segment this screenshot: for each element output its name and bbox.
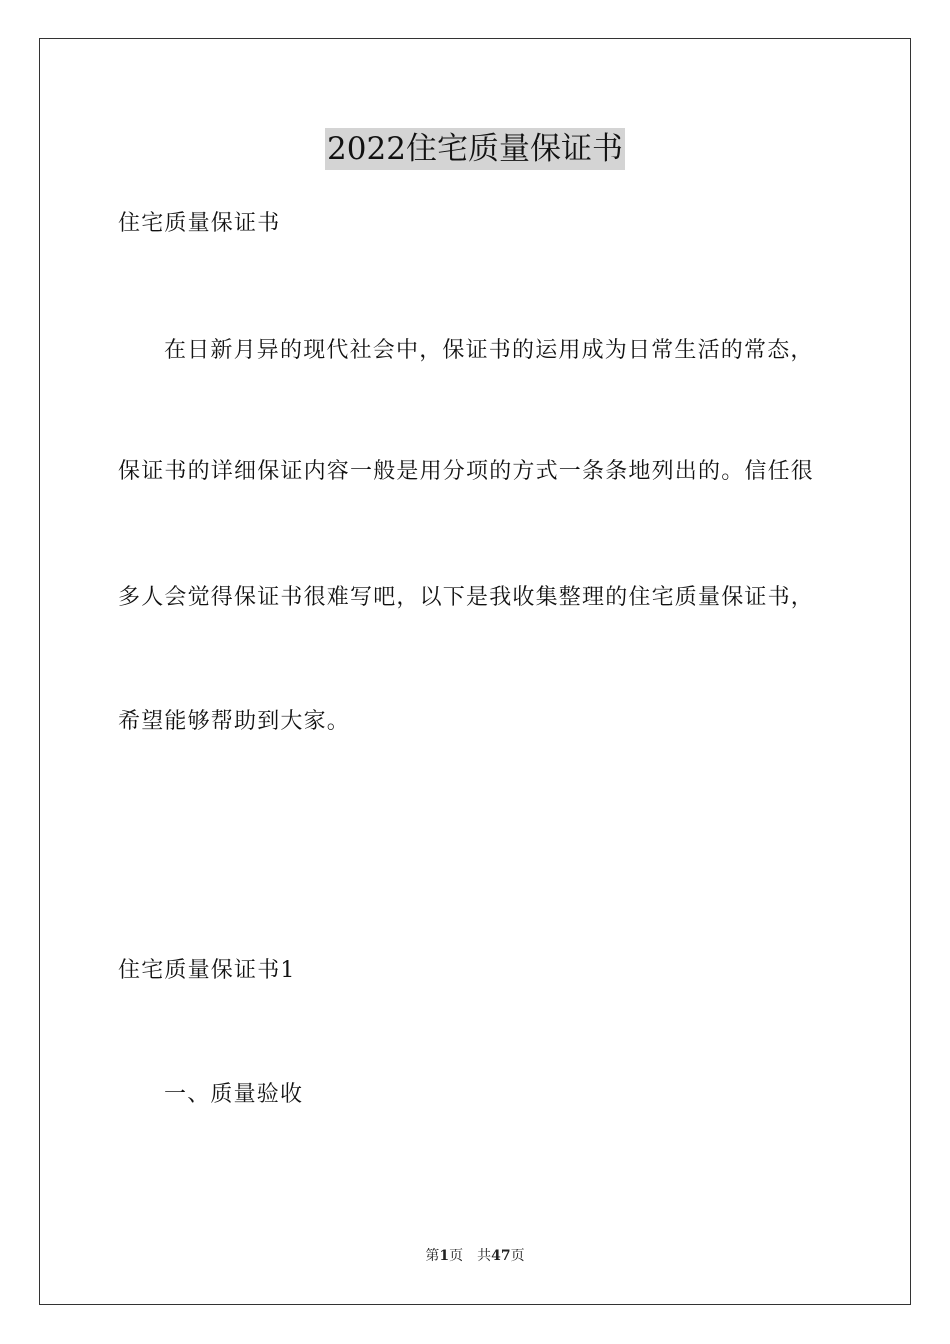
footer-total-suffix: 页 [510,1248,525,1264]
intro-line-1: 在日新月异的现代社会中，保证书的运用成为日常生活的常态， [164,338,814,363]
footer-total-pages: 47 [491,1248,511,1264]
section-item: 一、质量验收 [164,1082,304,1107]
intro-line-2: 保证书的详细保证内容一般是用分项的方式一条条地列出的。信任很 [118,459,815,484]
footer-page-number: 1 [439,1248,450,1264]
footer-total-prefix: 共 [477,1248,492,1264]
intro-line-3: 多人会觉得保证书很难写吧，以下是我收集整理的住宅质量保证书， [118,585,815,610]
document-title: 2022住宅质量保证书 [325,128,625,170]
footer-page-prefix: 第 [425,1248,440,1264]
title-container [0,128,950,170]
section-title: 住宅质量保证书1 [118,958,296,983]
intro-line-4: 希望能够帮助到大家。 [118,709,351,734]
document-subtitle: 住宅质量保证书 [118,211,281,236]
footer-page-suffix: 页 [449,1248,464,1264]
page-footer [0,1247,950,1265]
